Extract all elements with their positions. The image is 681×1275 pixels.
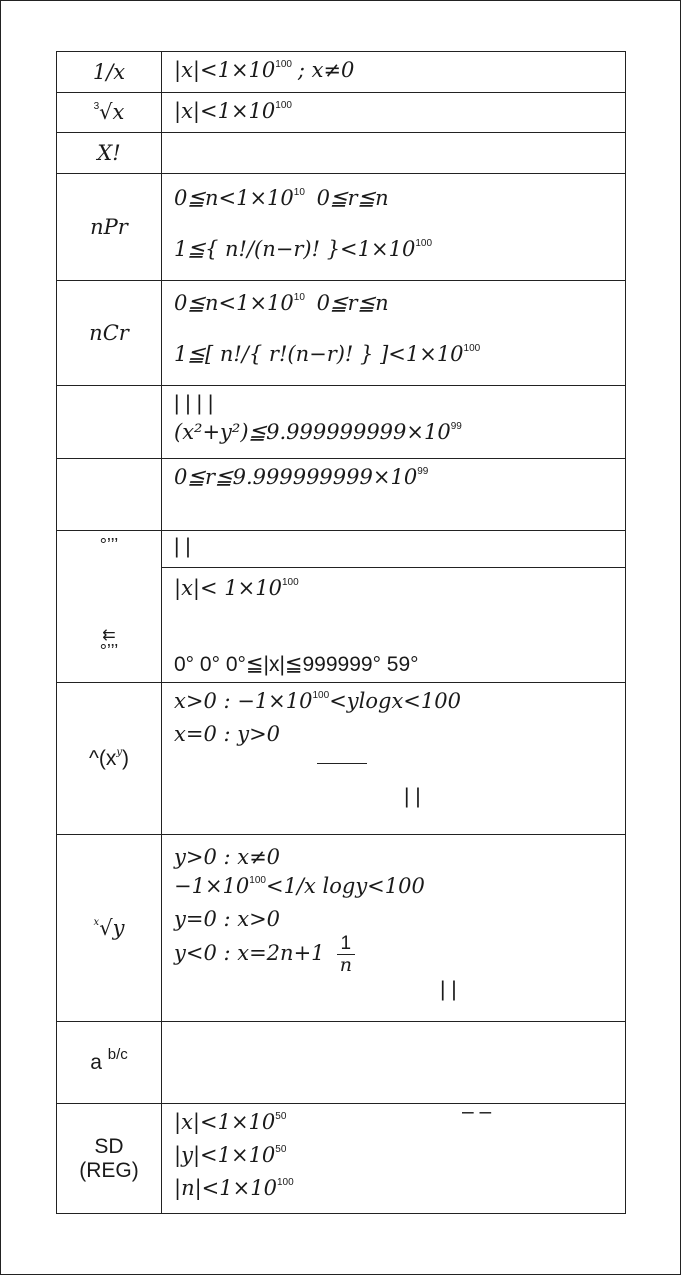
range-text: x>0 : −1×10 [174, 689, 313, 713]
exponent: 100 [249, 875, 266, 886]
function-cell [57, 93, 162, 133]
exponent: 10 [293, 187, 305, 198]
range-text: (x²+y²)≦9.999999999×10 [174, 420, 451, 444]
range-text: |x|<1×10 [174, 1110, 276, 1134]
range-text: y<0 : x=2n+1 [174, 941, 325, 966]
range-text: | | [174, 535, 191, 558]
range-text: 0≦n<1×10 [174, 186, 294, 210]
table-row [57, 835, 626, 1022]
function-label: √y [99, 915, 125, 940]
exponent: 100 [275, 100, 292, 111]
range-cell [162, 835, 626, 1022]
arrow-left-icon: ⇇ [102, 627, 116, 644]
range-text: | | [404, 785, 421, 808]
range-text: 0° 0° 0°≦|x|≦999999° 59° [174, 653, 419, 676]
range-text: x=0 : y>0 [174, 722, 281, 746]
range-cell [162, 1022, 626, 1104]
table-row [57, 281, 626, 386]
divider [162, 567, 625, 568]
range-cell [162, 459, 626, 531]
range-text: ; x≠0 [297, 58, 355, 82]
root-index: 3 [93, 101, 100, 112]
exponent: b/c [107, 1045, 128, 1063]
range-text: 0≦r≦n [316, 186, 389, 210]
exponent: 100 [312, 690, 330, 701]
function-label: nCr [89, 320, 129, 345]
fraction-numerator: 1 [337, 934, 356, 955]
input-range-table [56, 51, 626, 1214]
range-cell [162, 531, 626, 683]
range-text: 1≦{ n!/(n−r)! }<1×10 [174, 237, 416, 261]
exponent: 50 [275, 1144, 287, 1155]
exponent: 99 [450, 421, 462, 432]
function-label: ^(x [88, 746, 117, 770]
exponent: 100 [281, 577, 299, 588]
range-cell [162, 1100, 626, 1214]
table-row [57, 683, 626, 835]
range-text: |x|< 1×10 [174, 576, 282, 600]
exponent: 100 [463, 343, 481, 354]
range-text: y>0 : x≠0 [174, 845, 281, 869]
function-label: °’’’ [99, 535, 119, 555]
overline-mark [317, 763, 367, 764]
function-cell [57, 281, 162, 386]
function-cell [57, 683, 162, 835]
range-cell [162, 52, 626, 93]
range-text: <ylogx<100 [329, 689, 461, 713]
function-cell [57, 1104, 162, 1214]
table-row [57, 133, 626, 174]
table-row [57, 386, 626, 459]
range-text: −1×10 [174, 874, 250, 898]
range-cell [162, 93, 626, 133]
function-cell [57, 531, 162, 683]
range-text: <1/x logy<100 [265, 874, 425, 898]
function-cell [57, 386, 162, 459]
function-label: √x [99, 100, 125, 124]
root-index: x [93, 916, 100, 928]
function-label: SD [94, 1134, 124, 1158]
fraction-denominator: n [339, 954, 352, 976]
function-cell [57, 1022, 162, 1104]
function-cell [57, 133, 162, 174]
exponent: 99 [417, 466, 429, 477]
range-cell [162, 174, 626, 281]
exponent: 10 [293, 292, 305, 303]
function-label: °’’’ [99, 641, 119, 661]
exponent: 100 [276, 1177, 294, 1188]
function-cell [57, 835, 162, 1022]
function-label: ) [122, 746, 129, 770]
table-row [57, 531, 626, 683]
exponent: 50 [275, 1111, 287, 1122]
fraction [337, 934, 356, 975]
exponent: y [116, 746, 122, 758]
range-text: 0≦r≦9.999999999×10 [174, 465, 418, 489]
exponent: 100 [275, 59, 292, 70]
table-row [57, 1104, 626, 1214]
table-row [57, 1022, 626, 1104]
function-label: (REG) [79, 1158, 139, 1182]
overline-mark: – – [462, 1100, 492, 1123]
range-text: |x|<1×10 [174, 99, 276, 123]
function-label: a [90, 1050, 102, 1074]
range-text: 0≦n<1×10 [174, 291, 294, 315]
range-cell [162, 683, 626, 835]
table-row [57, 174, 626, 281]
range-text: |n|<1×10 [174, 1176, 277, 1200]
function-label: 1/x [92, 59, 126, 84]
range-text: | | [440, 978, 457, 1001]
function-cell [57, 459, 162, 531]
range-text: |y|<1×10 [174, 1143, 276, 1167]
range-cell [162, 386, 626, 459]
exponent: 100 [415, 238, 433, 249]
range-cell [162, 281, 626, 386]
table-row [57, 52, 626, 93]
function-cell [57, 52, 162, 93]
function-label: X! [97, 140, 121, 165]
range-text: 0≦r≦n [316, 291, 389, 315]
function-cell [57, 174, 162, 281]
table-row [57, 93, 626, 133]
range-text: |x|<1×10 [174, 58, 276, 82]
range-cell [162, 133, 626, 174]
range-text: y=0 : x>0 [174, 907, 281, 931]
function-label: nPr [90, 214, 128, 239]
range-text: | | | | [174, 392, 214, 415]
table-row [57, 459, 626, 531]
range-text: 1≦[ n!/{ r!(n−r)! } ]<1×10 [174, 342, 464, 366]
